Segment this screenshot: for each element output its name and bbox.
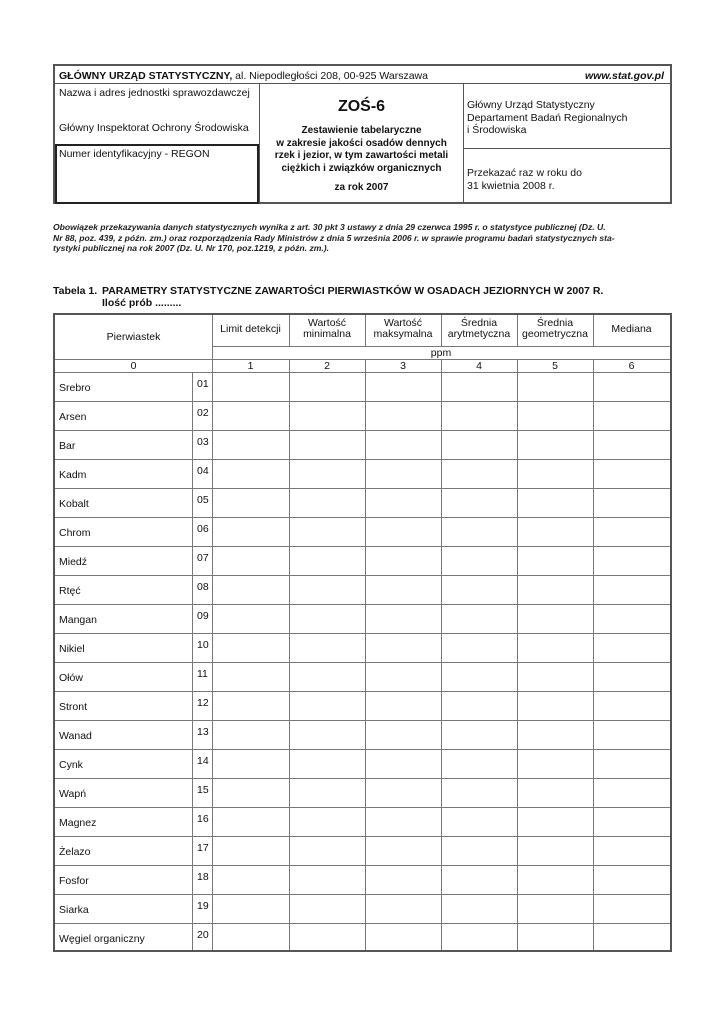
data-cell[interactable]	[366, 866, 440, 893]
data-cell[interactable]	[290, 634, 364, 661]
data-cell[interactable]	[442, 663, 516, 690]
row-name: Żelazo	[59, 846, 91, 858]
table-caption	[53, 285, 604, 309]
row-number: 14	[197, 755, 209, 767]
header-limit: Limit detekcji	[220, 323, 281, 335]
data-cell[interactable]	[594, 489, 669, 516]
data-cell[interactable]	[290, 837, 364, 864]
office-address: al. Niepodległości 208, 00-925 Warszawa	[235, 70, 428, 82]
data-cell[interactable]	[442, 373, 516, 400]
data-cell[interactable]	[442, 895, 516, 922]
data-cell[interactable]	[366, 576, 440, 603]
row-number: 07	[197, 552, 209, 564]
data-cell[interactable]	[366, 402, 440, 429]
column-number: 6	[628, 360, 635, 372]
data-cell[interactable]	[366, 721, 440, 748]
data-cell[interactable]	[213, 750, 288, 777]
column-number: 2	[324, 360, 330, 372]
data-cell[interactable]	[213, 866, 288, 893]
data-cell[interactable]	[213, 837, 288, 864]
data-cell[interactable]	[366, 837, 440, 864]
data-cell[interactable]	[518, 431, 592, 458]
data-cell[interactable]	[594, 779, 669, 806]
data-cell[interactable]	[442, 808, 516, 835]
unit-label: Nazwa i adres jednostki sprawozdawczej	[59, 87, 250, 99]
regon-label: Numer identyfikacyjny - REGON	[59, 148, 210, 160]
data-cell[interactable]	[290, 605, 364, 632]
row-number: 02	[197, 407, 209, 419]
data-cell[interactable]	[594, 837, 669, 864]
row-number: 20	[197, 929, 209, 941]
website: www.stat.gov.pl	[585, 70, 664, 82]
data-cell[interactable]	[213, 692, 288, 719]
column-number: 4	[476, 360, 482, 372]
data-cell[interactable]	[366, 663, 440, 690]
data-cell[interactable]	[442, 692, 516, 719]
grid-line	[55, 359, 670, 360]
row-number: 10	[197, 639, 209, 651]
row-number: 12	[197, 697, 209, 709]
data-cell[interactable]	[594, 895, 669, 922]
data-cell[interactable]	[594, 576, 669, 603]
form-code: ZOŚ-6	[337, 98, 386, 115]
office-name: GŁÓWNY URZĄD STATYSTYCZNY,	[59, 70, 233, 82]
data-cell[interactable]	[366, 750, 440, 777]
data-cell[interactable]	[366, 547, 440, 574]
row-number: 11	[197, 668, 208, 680]
row-name: Nikiel	[59, 643, 85, 655]
office-line	[59, 70, 428, 82]
data-cell[interactable]	[213, 779, 288, 806]
data-cell[interactable]	[290, 489, 364, 516]
data-cell[interactable]	[213, 460, 288, 487]
data-cell[interactable]	[518, 750, 592, 777]
data-cell[interactable]	[290, 808, 364, 835]
row-name: Chrom	[59, 527, 91, 539]
data-cell[interactable]	[518, 924, 592, 951]
data-cell[interactable]	[442, 402, 516, 429]
data-cell[interactable]	[594, 924, 669, 951]
data-cell[interactable]	[594, 605, 669, 632]
header-max: Wartość maksymalna	[373, 317, 433, 340]
data-cell[interactable]	[366, 518, 440, 545]
data-cell[interactable]	[290, 692, 364, 719]
header-geo: Średnia geometryczna	[522, 317, 588, 340]
data-cell[interactable]	[518, 663, 592, 690]
row-name: Rtęć	[59, 585, 81, 597]
row-number: 13	[197, 726, 209, 738]
row-name: Kobalt	[59, 498, 89, 510]
data-cell[interactable]	[442, 489, 516, 516]
row-name: Mangan	[59, 614, 97, 626]
data-cell[interactable]	[290, 750, 364, 777]
data-cell[interactable]	[518, 605, 592, 632]
data-cell[interactable]	[442, 634, 516, 661]
data-cell[interactable]	[442, 924, 516, 951]
data-cell[interactable]	[290, 895, 364, 922]
data-cell[interactable]	[213, 634, 288, 661]
data-cell[interactable]	[442, 837, 516, 864]
row-number: 03	[197, 436, 209, 448]
data-cell[interactable]	[518, 547, 592, 574]
data-cell[interactable]	[213, 576, 288, 603]
data-cell[interactable]	[518, 837, 592, 864]
header-unit: ppm	[430, 347, 452, 359]
data-cell[interactable]	[594, 692, 669, 719]
element-table	[53, 313, 672, 952]
row-number: 08	[197, 581, 209, 593]
row-number: 19	[197, 900, 209, 912]
data-cell[interactable]	[366, 373, 440, 400]
data-cell[interactable]	[366, 605, 440, 632]
data-cell[interactable]	[442, 721, 516, 748]
data-cell[interactable]	[290, 721, 364, 748]
data-cell[interactable]	[213, 402, 288, 429]
data-cell[interactable]	[518, 489, 592, 516]
data-cell[interactable]	[594, 518, 669, 545]
header-mean: Średnia arytmetyczna	[447, 317, 511, 340]
row-name: Miedź	[59, 556, 88, 568]
form-year: za rok 2007	[334, 182, 389, 193]
data-cell[interactable]	[213, 895, 288, 922]
data-cell[interactable]	[366, 431, 440, 458]
data-cell[interactable]	[213, 547, 288, 574]
data-cell[interactable]	[213, 605, 288, 632]
data-cell[interactable]	[366, 924, 440, 951]
row-name: Wanad	[59, 730, 92, 742]
data-cell[interactable]	[594, 547, 669, 574]
data-cell[interactable]	[518, 576, 592, 603]
row-number: 17	[197, 842, 209, 854]
header-min: Wartość minimalna	[303, 317, 351, 340]
data-cell[interactable]	[518, 721, 592, 748]
row-name: Węgiel organiczny	[59, 933, 145, 945]
column-number: 0	[130, 360, 137, 372]
regon-box[interactable]	[55, 144, 259, 204]
data-cell[interactable]	[442, 605, 516, 632]
data-cell[interactable]	[290, 779, 364, 806]
row-number: 09	[197, 610, 209, 622]
data-cell[interactable]	[290, 460, 364, 487]
data-cell[interactable]	[594, 750, 669, 777]
data-cell[interactable]	[213, 663, 288, 690]
deadline: Przekazać raz w roku do 31 kwietnia 2008 r.	[467, 167, 582, 192]
grid-line	[192, 372, 193, 950]
data-cell[interactable]	[213, 924, 288, 951]
data-cell[interactable]	[594, 373, 669, 400]
row-name: Siarka	[59, 904, 89, 916]
column-number: 1	[247, 360, 254, 372]
data-cell[interactable]	[213, 808, 288, 835]
data-cell[interactable]	[366, 779, 440, 806]
data-cell[interactable]	[594, 634, 669, 661]
data-cell[interactable]	[442, 750, 516, 777]
data-cell[interactable]	[518, 634, 592, 661]
recipient: Główny Urząd Statystyczny Departament Badań Regionalnych i Środowiska	[467, 99, 628, 136]
row-name: Cynk	[59, 759, 83, 771]
caption-sub: Ilość prób .........	[102, 297, 182, 309]
row-number: 05	[197, 494, 209, 506]
data-cell[interactable]	[366, 634, 440, 661]
data-cell[interactable]	[213, 518, 288, 545]
data-cell[interactable]	[213, 489, 288, 516]
data-cell[interactable]	[290, 924, 364, 951]
data-cell[interactable]	[290, 576, 364, 603]
data-cell[interactable]	[594, 402, 669, 429]
data-cell[interactable]	[594, 460, 669, 487]
row-number: 15	[197, 784, 209, 796]
data-cell[interactable]	[290, 547, 364, 574]
row-name: Bar	[59, 440, 76, 452]
row-name: Fosfor	[59, 875, 89, 887]
row-name: Wapń	[59, 788, 87, 800]
data-cell[interactable]	[366, 460, 440, 487]
data-cell[interactable]	[290, 373, 364, 400]
data-cell[interactable]	[442, 576, 516, 603]
row-name: Kadm	[59, 469, 87, 481]
column-number: 3	[400, 360, 406, 372]
form-title: Zestawienie tabelaryczne w zakresie jakości osadów dennych rzek i jezior, w tym zawartości metali ciężkich i związków organicznych	[274, 125, 449, 174]
data-cell[interactable]	[442, 547, 516, 574]
data-cell[interactable]	[442, 431, 516, 458]
data-cell[interactable]	[594, 663, 669, 690]
row-name: Ołów	[59, 672, 83, 684]
data-cell[interactable]	[518, 779, 592, 806]
data-cell[interactable]	[290, 431, 364, 458]
data-cell[interactable]	[366, 808, 440, 835]
data-cell[interactable]	[442, 460, 516, 487]
row-number: 04	[197, 465, 209, 477]
data-cell[interactable]	[213, 431, 288, 458]
header-element: Pierwiastek	[106, 331, 161, 343]
data-cell[interactable]	[290, 402, 364, 429]
data-cell[interactable]	[594, 808, 669, 835]
unit-name: Główny Inspektorat Ochrony Środowiska	[59, 122, 249, 134]
row-number: 01	[197, 378, 209, 390]
data-cell[interactable]	[366, 692, 440, 719]
data-cell[interactable]	[594, 721, 669, 748]
form-header	[53, 64, 672, 204]
data-cell[interactable]	[518, 402, 592, 429]
data-cell[interactable]	[518, 895, 592, 922]
caption-label: Tabela 1.	[53, 285, 98, 297]
data-cell[interactable]	[290, 866, 364, 893]
data-cell[interactable]	[290, 518, 364, 545]
data-cell[interactable]	[518, 460, 592, 487]
row-number: 18	[197, 871, 209, 883]
data-cell[interactable]	[442, 518, 516, 545]
data-cell[interactable]	[442, 866, 516, 893]
caption-title: PARAMETRY STATYSTYCZNE ZAWARTOŚCI PIERWIASTKÓW W OSADACH JEZIORNYCH W 2007 R.	[102, 285, 604, 297]
row-name: Magnez	[59, 817, 97, 829]
header-median: Mediana	[611, 323, 652, 335]
data-cell[interactable]	[518, 866, 592, 893]
data-cell[interactable]	[518, 692, 592, 719]
row-number: 16	[197, 813, 209, 825]
row-name: Arsen	[59, 411, 87, 423]
row-name: Srebro	[59, 382, 91, 394]
data-cell[interactable]	[518, 373, 592, 400]
data-cell[interactable]	[366, 895, 440, 922]
data-cell[interactable]	[290, 663, 364, 690]
data-cell[interactable]	[213, 373, 288, 400]
data-cell[interactable]	[594, 431, 669, 458]
legal-note: Obowiązek przekazywania danych statystycznych wynika z art. 30 pkt 3 ustawy z dnia 29 czerwca 1995 r. o statystyce publicznej (Dz. U. Nr 88, poz. 439, z późn. zm.) oraz rozporządzenia Rady Ministrów z dnia 5 września 2006 r. w sprawie programu badań statystycznych sta- tystyki publicznej na rok 2007 (Dz. U. Nr 170, poz.1219, z późn. zm.).	[53, 222, 615, 253]
data-cell[interactable]	[442, 779, 516, 806]
row-name: Stront	[59, 701, 88, 713]
data-cell[interactable]	[213, 721, 288, 748]
data-cell[interactable]	[366, 489, 440, 516]
row-number: 06	[197, 523, 209, 535]
data-cell[interactable]	[594, 866, 669, 893]
data-cell[interactable]	[518, 518, 592, 545]
data-cell[interactable]	[518, 808, 592, 835]
column-number: 5	[552, 360, 558, 372]
